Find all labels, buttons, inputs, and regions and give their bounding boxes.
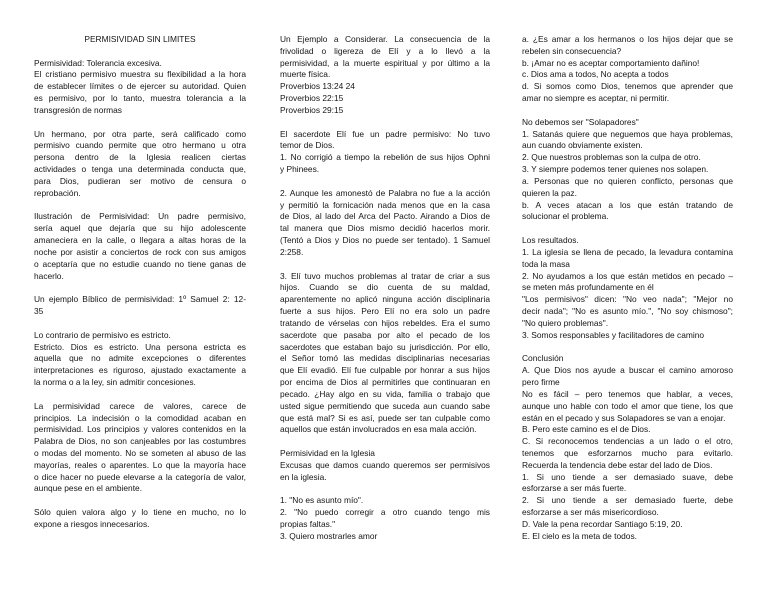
text-line: Permisividad en la Iglesia — [280, 447, 375, 458]
text-section — [34, 401, 246, 496]
text-line: pecado. ¿Hay algo en su vida, familia o trabajo que — [280, 388, 490, 399]
text-line: 2. Si uno tiende a ser demasiado fuerte, debe — [522, 495, 733, 506]
text-line: tenemos que esforzarnos mucho para evitarlo. — [522, 447, 733, 458]
paragraph — [522, 353, 733, 365]
text-line: aun cuando obviamente existen. — [522, 140, 643, 151]
text-section — [522, 34, 733, 105]
paragraph — [280, 495, 490, 507]
text-line: de Dios, al lado del Arca del Pacto. Airando a Dios de — [280, 211, 490, 222]
text-line: fuerte a sus hijos. Pero Elí no era solo un padre — [280, 306, 490, 317]
paragraph — [34, 507, 246, 531]
text-line: E. El cielo es la meta de todos. — [522, 530, 637, 541]
paragraph — [280, 271, 490, 437]
text-line: propias faltas." — [280, 518, 336, 529]
text-line: d. Si somos como Dios, tenemos que aprender que — [522, 81, 733, 92]
text-line: aquella que no admite excepciones o diferentes — [34, 353, 246, 364]
text-line: persona dentro de la Iglesia realicen ciertas — [34, 152, 246, 163]
paragraph — [280, 34, 490, 81]
text-line: o modas del momento. No se someten al abuso de las — [34, 447, 246, 458]
text-line: sacerdote que pasaba por alto el pecado de los — [280, 329, 490, 340]
paragraph — [522, 472, 733, 496]
text-line: o aceptaría que no estudie cuando no tiene ganas de — [34, 258, 246, 269]
text-line: es permisivo, por lo tanto, muestra tolerancia a la — [34, 93, 246, 104]
paragraph — [522, 495, 733, 519]
text-line: el Señor tomó las medidas disciplinarias necesarias — [280, 353, 490, 364]
text-line: La permisividad carece de valores, carece de — [34, 400, 246, 411]
paragraph — [522, 129, 733, 153]
text-line: expone a riesgos innecesarios. — [34, 518, 150, 529]
paragraph — [522, 531, 733, 543]
text-line: Permisividad: Tolerancia excesiva. — [34, 57, 162, 68]
text-line: c. Dios ama a todos, No acepta a todos — [522, 69, 669, 80]
paragraph — [522, 271, 733, 295]
paragraph — [522, 34, 733, 58]
text-line: esforzarse a ser más misericordioso. — [522, 507, 659, 518]
paragraph — [522, 235, 733, 247]
paragraph — [522, 519, 733, 531]
text-line: tratando de vérselas con hijos rebeldes. Era el sumo — [280, 317, 490, 328]
text-line: usted sigue permitiendo que suceda aun cuando sabe — [280, 400, 490, 411]
text-line: de establecer límites o de ejercer su autoridad. Quien — [34, 81, 246, 92]
paragraph — [522, 436, 733, 471]
text-line: aunque pese en el ambiente. — [34, 483, 143, 494]
text-section — [34, 129, 246, 200]
text-line: se meten más profundamente en él — [522, 282, 654, 293]
text-line: sería aquel que dejaría que su hijo adolescente — [34, 223, 246, 234]
text-line: hijos. Cuando se dio cuenta de su maldad, — [280, 282, 490, 293]
document-title: PERMISIVIDAD SIN LIMITES — [84, 34, 196, 44]
text-line: quieren la paz. — [522, 187, 577, 198]
text-section — [280, 34, 490, 117]
paragraph — [522, 117, 733, 129]
text-line: No es fácil – pero tenemos que hablar, a veces, — [522, 388, 733, 399]
text-line: 3. Y siempre podemos tener quienes nos solapen. — [522, 164, 709, 175]
column-body — [34, 58, 246, 531]
text-line: permisividad. Los principios y valores contenidos en la — [34, 424, 246, 435]
text-line: Un hermano, por otra parte, será calificado como — [34, 128, 246, 139]
text-line: noche por asistir a conciertos de rock con sus amigos — [34, 246, 246, 257]
text-line: interpretaciones es riguroso, ajustado exactamente a — [34, 365, 246, 376]
text-line: 2. Que nuestros problemas son la culpa de otro. — [522, 152, 701, 163]
paragraph — [280, 105, 490, 117]
paragraph — [522, 58, 733, 70]
text-line: esforzarse a ser más fuerte. — [522, 483, 627, 494]
text-line: "No quiero problemas". — [522, 317, 609, 328]
text-line: toda la masa — [522, 258, 570, 269]
text-line: rebelen sin consecuencia? — [522, 45, 622, 56]
paragraph — [280, 188, 490, 259]
text-line: Proverbios 29:15 — [280, 104, 344, 115]
paragraph — [280, 507, 490, 531]
text-line: Sólo quien valora algo y lo tiene en mucho, no lo — [34, 507, 246, 518]
text-line: 35 — [34, 306, 44, 317]
paragraph — [34, 401, 246, 496]
text-line: Lo contrario de permisivo es estricto. — [34, 329, 171, 340]
text-line: A. Que Dios nos ayude a buscar el camino amoroso — [522, 365, 733, 376]
text-section — [34, 58, 246, 117]
paragraph — [522, 294, 733, 329]
text-line: a. Personas que no quieren conflicto, personas que — [522, 175, 733, 186]
text-section — [280, 448, 490, 483]
text-line: y permitió la fornicación nada menos que en la casa — [280, 199, 490, 210]
text-line: 1. Satanás quiere que neguemos que haya problemas, — [522, 128, 733, 139]
text-column-3 — [522, 34, 733, 543]
text-section — [522, 353, 733, 542]
paragraph — [522, 164, 733, 176]
text-line: Un ejemplo Bíblico de permisividad: 1º Samuel 2: 12- — [34, 294, 246, 305]
text-line: 3. Somos responsables y facilitadores de camino — [522, 329, 705, 340]
text-section — [522, 235, 733, 341]
text-section — [280, 188, 490, 259]
text-line: amaneciera en la calle, o llegara a altas horas de la — [34, 235, 246, 246]
text-line: C. Si reconocemos tendencias a un lado o el otro, — [522, 436, 733, 447]
text-line: D. Vale la pena recordar Santiago 5:19, 20. — [522, 518, 683, 529]
text-line: mayorías, reales o aparentes. Lo que la mayoría hace — [34, 459, 246, 470]
text-column-1 — [34, 34, 246, 531]
paragraph — [280, 448, 490, 460]
text-line: decir nada"; "No es asunto mío.", "No soy chismoso"; — [522, 306, 733, 317]
text-line: "Los permisivos" dicen: "No veo nada"; "Mejor no — [522, 294, 733, 305]
text-line: 1. "No es asunto mío". — [280, 495, 364, 506]
column-body — [280, 34, 490, 543]
text-section — [34, 211, 246, 282]
text-line: Los resultados. — [522, 235, 579, 246]
text-line: sacerdotes que estaban bajo su jurisdicción. Por ello, — [280, 341, 490, 352]
text-line: principios. La indecisión o la comodidad acaban en — [34, 412, 246, 423]
paragraph — [522, 389, 733, 424]
text-line: 3. Elí tuvo muchos problemas al tratar de criar a sus — [280, 270, 490, 281]
text-line: temor de Dios. — [280, 140, 335, 151]
paragraph — [280, 531, 490, 543]
text-line: y Phinees. — [280, 164, 320, 175]
text-line: Ilustración de Permisividad: Un padre permisivo, — [34, 211, 246, 222]
text-line: reprobación. — [34, 187, 81, 198]
text-line: por encima de Dios al permitirles que continuaran en — [280, 377, 490, 388]
text-line: 2:258. — [280, 246, 304, 257]
paragraph — [280, 81, 490, 93]
text-section — [280, 129, 490, 176]
text-line: permisividad, a la muerte espiritual y por último a la — [280, 57, 490, 68]
text-section — [280, 271, 490, 437]
text-section — [34, 330, 246, 389]
text-line: solucionar el problema. — [522, 211, 609, 222]
text-line: en la iglesia. — [280, 471, 327, 482]
text-line: actividades o tenga una determinada conducta que, — [34, 164, 246, 175]
text-line: están en el pecado y sus Solapadores se van a enojar. — [522, 412, 726, 423]
text-line: No debemos ser "Solapadores" — [522, 116, 639, 127]
text-line: que Elí evadió. Elí fue culpable por honrar a sus hijos — [280, 365, 490, 376]
text-line: transgresión de normas — [34, 104, 122, 115]
paragraph — [522, 69, 733, 81]
paragraph — [34, 69, 246, 116]
paragraph — [522, 365, 733, 389]
text-line: a. ¿Es amar a los hermanos o los hijos dejar que se — [522, 34, 733, 44]
text-line: El sacerdote Elí fue un padre permisivo: No tuvo — [280, 128, 490, 139]
text-line: para Dios, pudieran ser motivo de censura o — [34, 175, 246, 186]
text-line: aparentemente no aplicó ninguna acción disciplinaria — [280, 294, 490, 305]
paragraph — [280, 460, 490, 484]
paragraph — [522, 200, 733, 224]
text-line: amar no siempre es aceptar, ni permitir. — [522, 93, 670, 104]
paragraph — [522, 424, 733, 436]
text-line: Proverbios 13:24 24 — [280, 81, 355, 92]
paragraph — [280, 93, 490, 105]
paragraph — [34, 294, 246, 318]
text-column-2 — [280, 34, 490, 543]
paragraph — [280, 152, 490, 176]
text-line: El cristiano permisivo muestra su flexibilidad a la hora — [34, 69, 246, 80]
text-line: 3. Quiero mostrarles amor — [280, 530, 378, 541]
text-line: 1. La iglesia se llena de pecado, la levadura contamina — [522, 246, 733, 257]
text-line: frivolidad o ligereza de Elí y a lo llevó a la — [280, 45, 490, 56]
text-line: Palabra de Dios, no son canjeables por las costumbres — [34, 436, 246, 447]
text-line: (Tentó a Dios y Dios no puede ser tentado). 1 Samuel — [280, 235, 490, 246]
paragraph — [522, 330, 733, 342]
text-line: aquellos que están involucrados en esa mala acción. — [280, 424, 477, 435]
text-section — [34, 294, 246, 318]
paragraph — [34, 330, 246, 342]
text-line: Recuerda la tendencia debe estar del lado de Dios. — [522, 459, 713, 470]
text-line: 2. Aunque les amonestó de Palabra no fue a la acción — [280, 187, 490, 198]
paragraph — [522, 247, 733, 271]
paragraph — [34, 129, 246, 200]
paragraph — [280, 129, 490, 153]
text-line: permisivo cuando permite que otro hermano u otra — [34, 140, 246, 151]
paragraph — [34, 58, 246, 70]
text-line: Conclusión — [522, 353, 564, 364]
paragraph — [522, 176, 733, 200]
paragraph — [34, 342, 246, 389]
text-line: b. A veces atacan a los que están tratando de — [522, 199, 733, 210]
text-line: o dice hacer no puede elevarse a la categoría de valor, — [34, 471, 246, 482]
text-line: 2. "No puedo corregir a otro cuando tengo mis — [280, 507, 490, 518]
paragraph — [34, 211, 246, 282]
text-section — [280, 495, 490, 542]
text-line: tal manera que Dios mismo decidió hacerlos morir. — [280, 223, 490, 234]
text-line: Excusas que damos cuando queremos ser permisivos — [280, 459, 490, 470]
text-section — [522, 117, 733, 223]
text-line: muerte física. — [280, 69, 331, 80]
text-line: Un Ejemplo a Considerar. La consecuencia de la — [280, 34, 490, 44]
text-section — [34, 507, 246, 531]
text-line: b. ¡Amar no es aceptar comportamiento dañino! — [522, 57, 700, 68]
text-line: pero firme — [522, 377, 560, 388]
text-line: 1. Si uno tiende a ser demasiado suave, debe — [522, 471, 733, 482]
paragraph — [522, 152, 733, 164]
text-line: que está mal? Si es así, puede ser tan culpable como — [280, 412, 490, 423]
text-line: Estricto. Dios es estricto. Una persona estricta es — [34, 341, 246, 352]
text-line: la norma o a la ley, sin admitir concesiones. — [34, 377, 196, 388]
paragraph — [522, 81, 733, 105]
text-line: hacerlo. — [34, 270, 64, 281]
text-line: 2. No ayudamos a los que están metidos en pecado – — [522, 270, 733, 281]
column-body — [522, 34, 733, 543]
text-line: 1. No corrigió a tiempo la rebelión de sus hijos Ophni — [280, 152, 490, 163]
text-line: aunque uno hable con todo el amor que tiene, los que — [522, 400, 733, 411]
text-line: Proverbios 22:15 — [280, 93, 344, 104]
text-line: B. Pero este camino es el de Dios. — [522, 424, 651, 435]
